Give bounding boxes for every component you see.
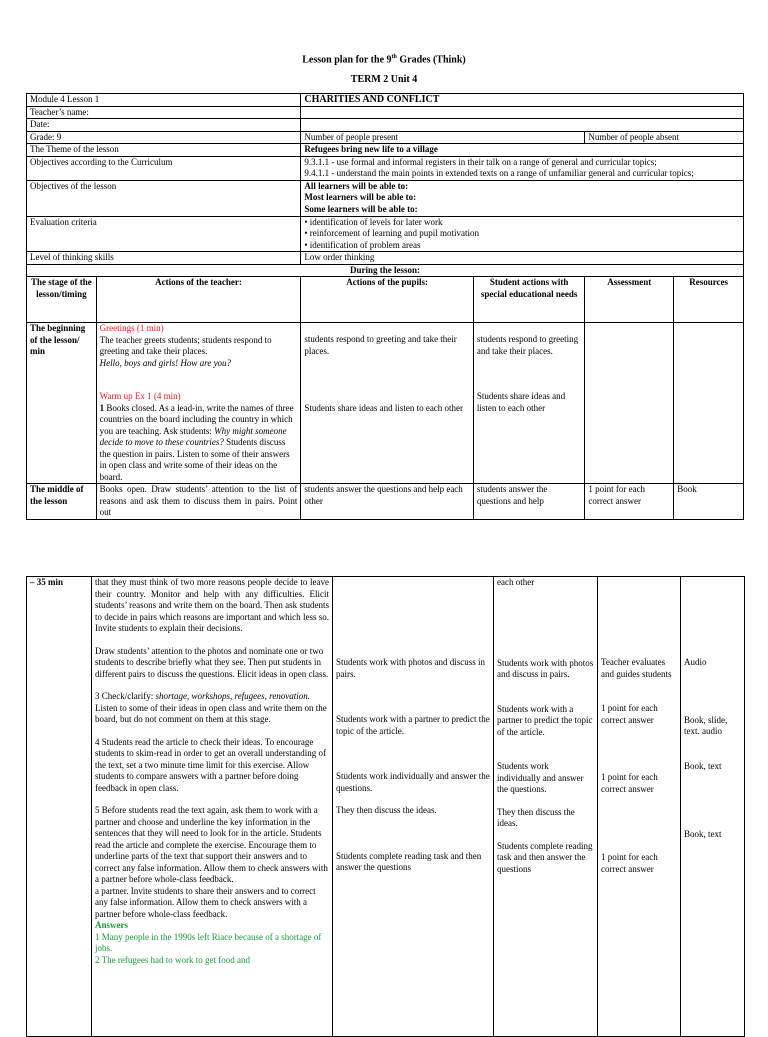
teacher-label: Teacher’s name:: [27, 106, 301, 119]
curriculum-objectives: 9.3.1.1 - use formal and informal registers in their talk on a range of general and curricular topics; 9.4.1.1 - understand the main points in extended texts on a range of unfamiliar general and curricular topics;: [301, 156, 744, 180]
thinking-value: Low order thinking: [301, 252, 744, 265]
date-value: [301, 119, 744, 132]
date-label: Date:: [27, 119, 301, 132]
absent-cell: Number of people absent: [585, 131, 744, 144]
col-resources: Resources: [674, 277, 744, 323]
objectives-label: Objectives of the lesson: [27, 180, 301, 216]
stage-middle-timing: – 35 min: [27, 577, 92, 1037]
evaluation-criteria: • identification of levels for later work • reinforcement of learning and pupil motivation • identification of problem areas: [301, 216, 744, 252]
lesson-plan-table: [26, 93, 744, 520]
teacher-value: [301, 106, 744, 119]
stage-middle: The middle of the lesson: [27, 484, 97, 520]
stage-beginning: The beginning of the lesson/ min: [27, 323, 97, 484]
thinking-label: Level of thinking skills: [27, 252, 301, 265]
during-lesson-heading: During the lesson:: [27, 264, 744, 277]
pupil-actions-continued: Students work with photos and discuss in pairs. Students work with a partner to predict the topic of the article. Students work individually and answer the questions. They then discuss the ideas. Students complete reading task and then answer the questions: [333, 577, 494, 1037]
page-subtitle: TERM 2 Unit 4: [350, 74, 418, 85]
col-sen: Student actions with special educational needs: [473, 277, 584, 323]
assessment-continued: Teacher evaluates and guides students 1 point for each correct answer 1 point for each correct answer 1 point for each correct answer: [598, 577, 681, 1037]
table-row: [27, 577, 745, 1037]
page-title: Lesson plan for the 9th Grades (Think): [302, 54, 466, 66]
sen-actions-continued: each other Students work with photos and discuss in pairs. Students work with a partner to predict the topic of the article. Students work individually and answer the questions. They then discuss the ideas. Students complete reading task and then answer the questions: [494, 577, 598, 1037]
teacher-actions-middle: Books open. Draw students’ attention to the list of reasons and ask them to discuss them in pairs. Point out: [96, 484, 301, 520]
module-cell: Module 4 Lesson 1: [27, 94, 301, 107]
col-teacher: Actions of the teacher:: [96, 277, 301, 323]
pupil-actions-beginning: students respond to greeting and take their places. Students share ideas and listen to each other: [301, 323, 474, 484]
sen-actions-beginning: students respond to greeting and take their places. Students share ideas and listen to each other: [473, 323, 584, 484]
unit-title: CHARITIES AND CONFLICT: [301, 94, 744, 107]
theme-value: Refugees bring new life to a village: [301, 144, 744, 157]
table-row: [27, 323, 744, 484]
pupil-actions-middle: students answer the questions and help each other: [301, 484, 474, 520]
lesson-plan-table-continued: [26, 576, 745, 1037]
present-cell: Number of people present: [301, 131, 585, 144]
grade-cell: Grade: 9: [27, 131, 301, 144]
table-row: [27, 484, 744, 520]
sen-actions-middle: students answer the questions and help: [473, 484, 584, 520]
col-pupils: Actions of the pupils:: [301, 277, 474, 323]
theme-label: The Theme of the lesson: [27, 144, 301, 157]
resources-middle: Book: [674, 484, 744, 520]
resources-beginning: [674, 323, 744, 484]
teacher-actions-continued: that they must think of two more reasons people decide to leave their country. Monitor and help with any difficulties. Elicit students’ reasons and write them on the board. Then ask students to decide in pairs which reasons are important and which less so. Invite students to explain their decisions. Draw students’ attention to the photos and nominate one or two students to describe briefly what they see. Then put students in different pairs to discuss the questions. Elicit ideas in open class. 3 Check/clarify: shortage, workshops, refugees, renovation. Listen to some of their ideas in open class and write them on the board, but do not comment on them at this stage. 4 Students read the article to check their ideas. To encourage students to skim-read in order to get an overall understanding of the text, set a two minute time limit for this exercise. Allow students to compare answers with a partner before doing feedback in open class. 5 Before students read the text again, ask them to work with a partner and choose and underline the key information in the sentences that they will need to look for in the article. Students read the article and complete the exercise. Encourage them to underline parts of the text that support their answers and to correct any false information. Allow them to check answers with a partner before whole-class feedback. a partner. Invite students to share their answers and to correct any false information. Allow them to check answers with a partner before whole-class feedback. Answers 1 Many people in the 1990s left Riace because of a shortage of jobs. 2 The refugees had to work to get food and: [92, 577, 333, 1037]
resources-continued: Audio Book, slide, text. audio Book, text Book, text: [681, 577, 745, 1037]
col-stage: The stage of the lesson/timing: [27, 277, 97, 323]
evaluation-label: Evaluation criteria: [27, 216, 301, 252]
teacher-actions-beginning: Greetings (1 min) The teacher greets students; students respond to greeting and take their places. Hello, boys and girls! How are you? Warm up Ex 1 (4 min) 1 Books closed. As a lead-in, write the names of three countries on the board including the country in which you are teaching. Ask students: Why might someone decide to move to these countries? Students discuss the question in pairs. Listen to some of their answers in open class and write some of their ideas on the board.: [96, 323, 301, 484]
assessment-middle: 1 point for each correct answer: [585, 484, 674, 520]
lesson-objectives: All learners will be able to: Most learners will be able to: Some learners will be able to:: [301, 180, 744, 216]
assessment-beginning: [585, 323, 674, 484]
curriculum-label: Objectives according to the Curriculum: [27, 156, 301, 180]
col-assessment: Assessment: [585, 277, 674, 323]
